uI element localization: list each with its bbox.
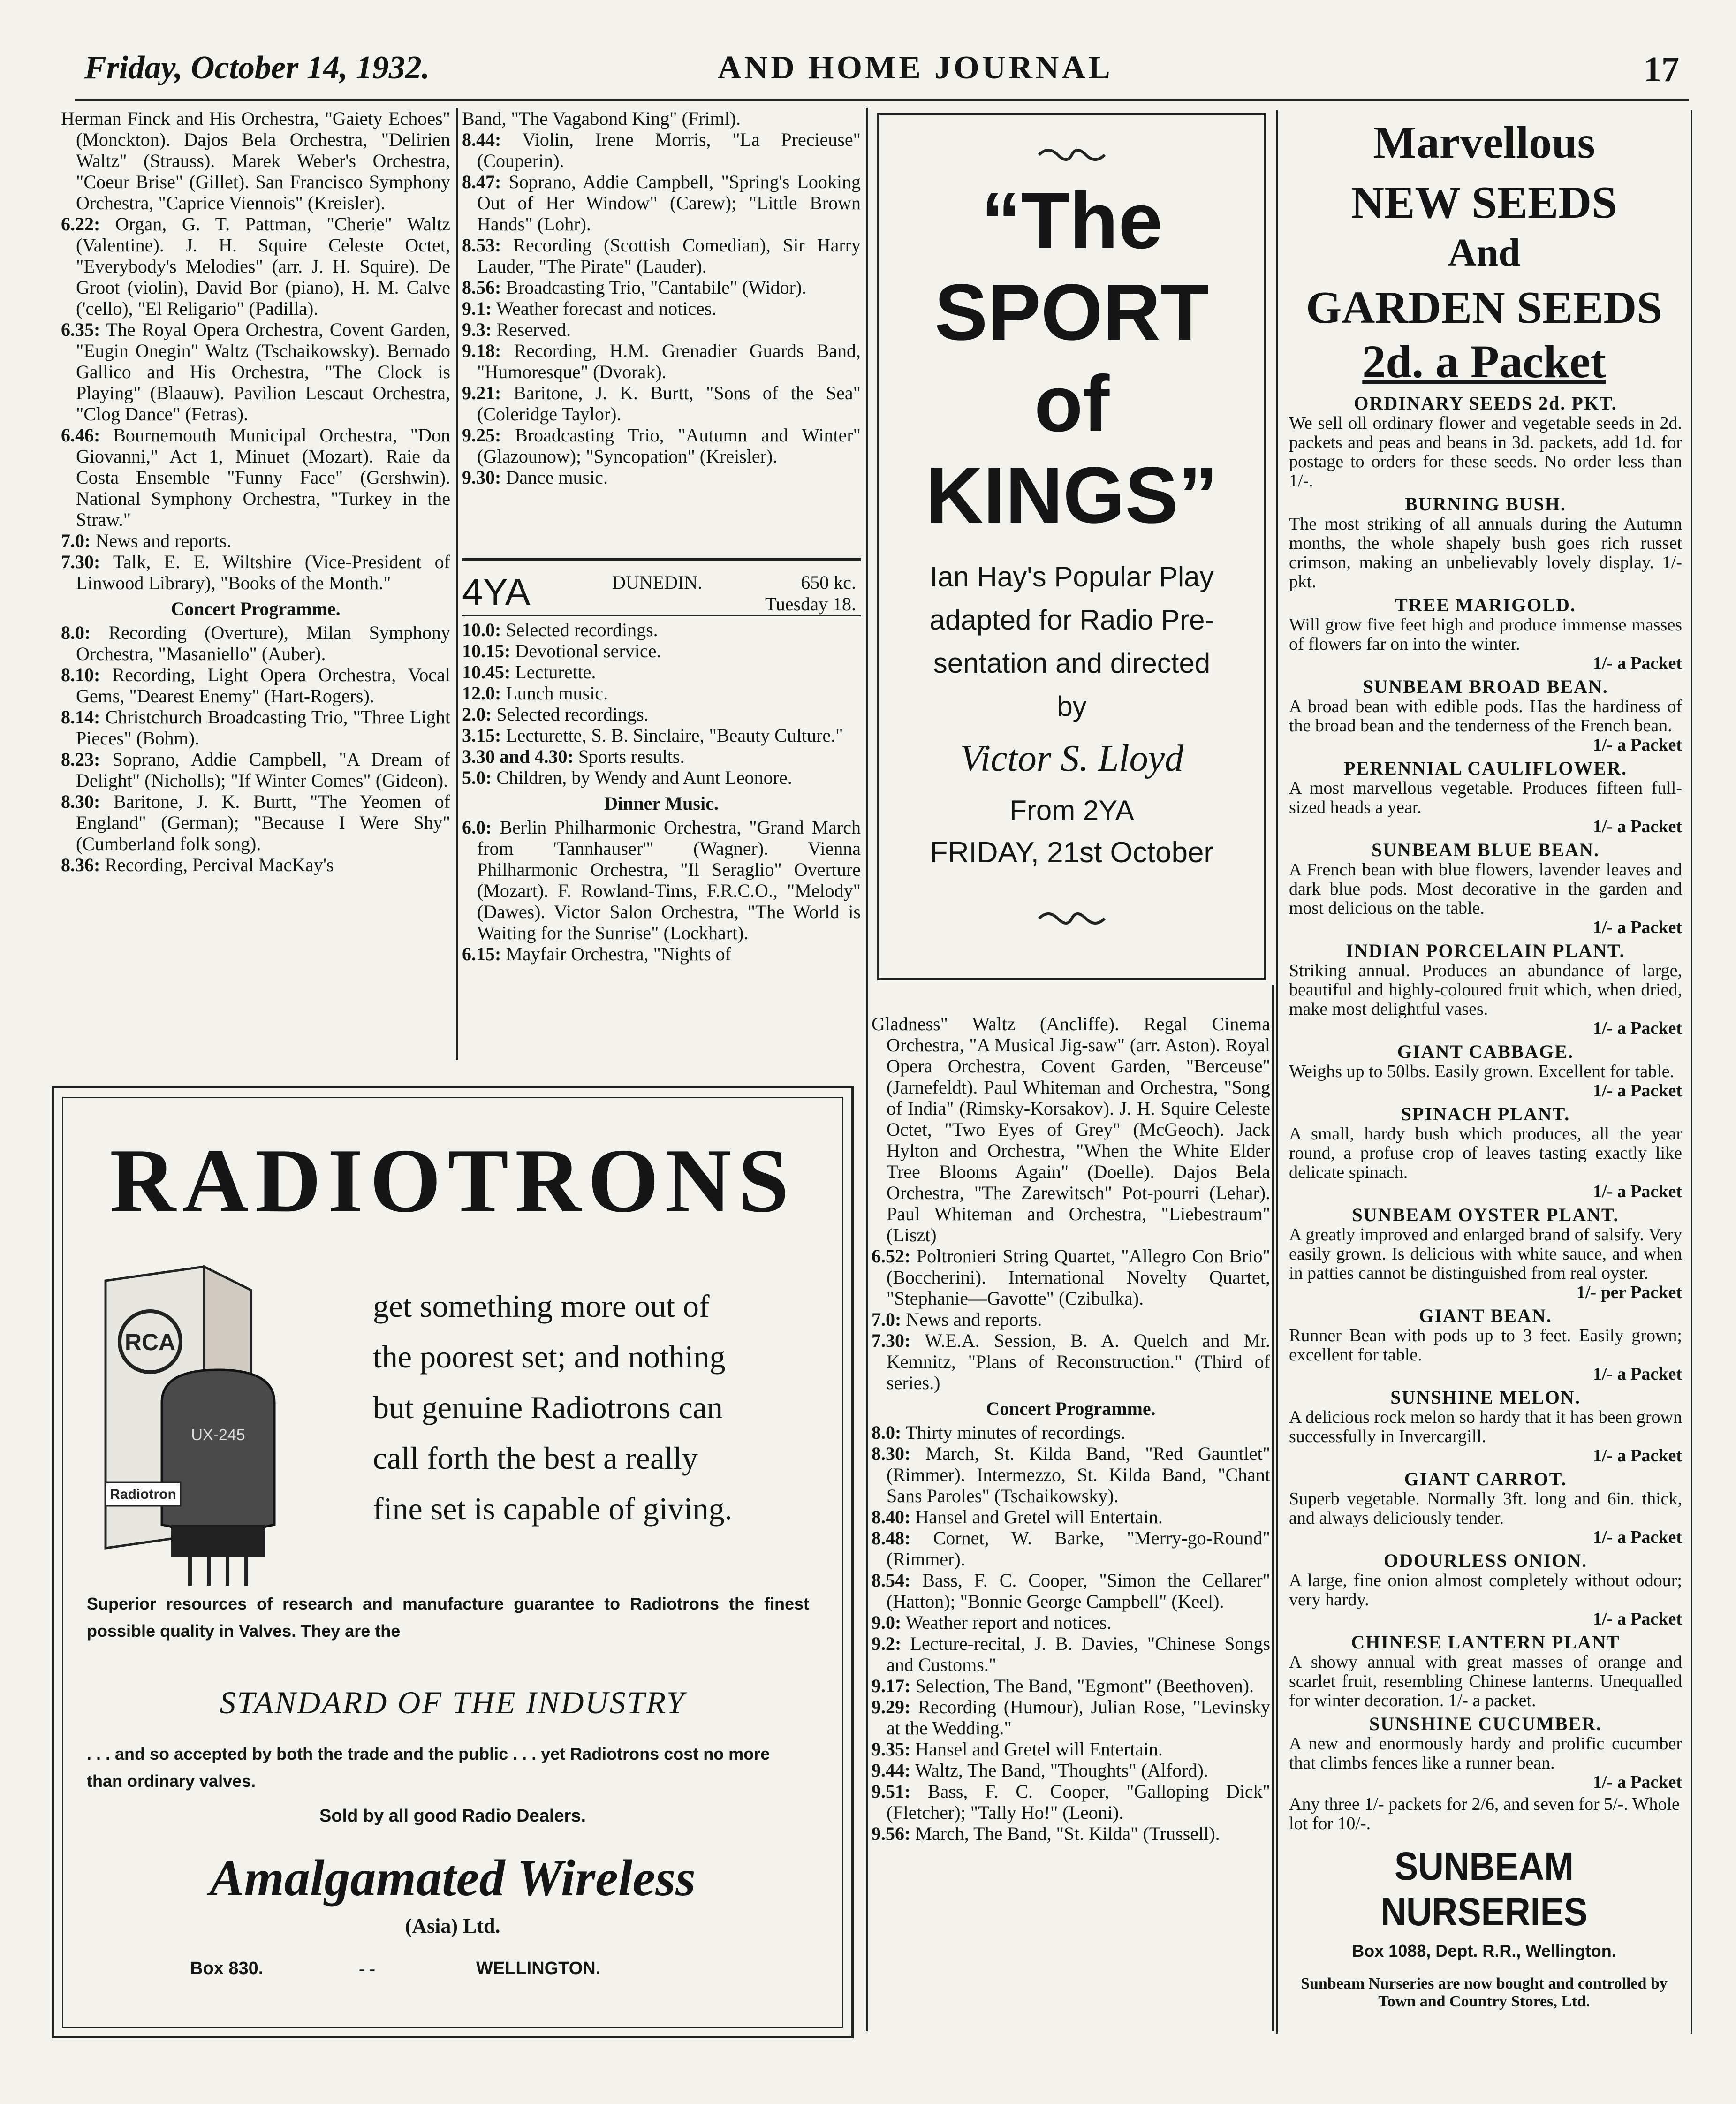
entry-time: 8.40: <box>872 1506 911 1527</box>
entry-time: 8.48: <box>872 1527 911 1549</box>
programme-entry <box>462 746 861 767</box>
programme-entry <box>462 235 861 277</box>
seed-item <box>1289 494 1682 592</box>
director-name: Victor S. Lloyd <box>960 738 1184 779</box>
entry-time: 12.0: <box>462 683 501 704</box>
entry-text: Bournemouth Municipal Orchestra, "Don Giovanni," Act 1, Minuet (Mozart). Raie da Costa Ensemble "Funny Face" (Gershwin). National Symphony Orchestra, "Turkey in the Straw." <box>76 425 451 530</box>
entry-text: Recording (Scottish Comedian), Sir Harry Lauder, "The Pirate" (Lauder). <box>477 235 861 277</box>
standard-slogan: STANDARD OF THE INDUSTRY <box>220 1685 686 1720</box>
entry-text: Lecturette. <box>515 661 596 683</box>
seed-name: SUNBEAM BLUE BEAN. <box>1371 839 1600 860</box>
issue-date: Friday, October 14, 1932. <box>84 50 430 86</box>
address-separator: - - <box>359 1959 375 1979</box>
programme-entry <box>61 319 450 425</box>
seed-item <box>1289 941 1682 1038</box>
seed-list <box>1278 394 1691 1792</box>
entry-time: 6.0: <box>462 817 492 838</box>
entry-text: Broadcasting Trio, "Cantabile" (Widor). <box>506 277 807 298</box>
seed-item <box>1289 595 1682 673</box>
col3-concert <box>872 1422 1270 1844</box>
tube-model: UX-245 <box>191 1426 245 1444</box>
entry-text: Devotional service. <box>515 640 661 661</box>
programme-entry <box>872 1309 1270 1330</box>
entry-time: 8.14: <box>61 706 100 728</box>
entry-time: 9.21: <box>462 382 501 403</box>
kings-line-4: by <box>1057 691 1087 722</box>
amalgamated-wireless-logo: Amalgamated Wireless <box>210 1849 696 1907</box>
seed-description: Runner Bean with pods up to 3 feet. Easily grown; excellent for table. <box>1289 1326 1682 1365</box>
sold-by-text: Sold by all good Radio Dealers. <box>319 1806 586 1826</box>
programme-entry <box>872 1675 1270 1696</box>
seed-description: Will grow five feet high and produce immense masses of flowers far on into the winter. <box>1289 615 1682 654</box>
entry-time: 3.30 and 4.30: <box>462 746 574 767</box>
radiotrons-ad <box>52 1086 854 2038</box>
dinner-heading: Dinner Music. <box>604 793 719 814</box>
entry-text: News and reports. <box>95 530 232 551</box>
seed-description: A greatly improved and enlarged brand of salsify. Very easily grown. Is delicious with white sauce, and when in patties cannot be distinguished from real oyster. <box>1289 1225 1682 1283</box>
programme-entry <box>462 619 861 640</box>
programme-entry <box>872 1823 1270 1844</box>
valve-tube-icon <box>96 1262 284 1590</box>
kings-station: From 2YA <box>1009 795 1134 826</box>
programme-entry <box>872 1527 1270 1570</box>
col3-items <box>872 1013 1270 1393</box>
seed-item <box>1289 677 1682 755</box>
programme-entry <box>462 704 861 725</box>
seed-item <box>1289 759 1682 836</box>
entry-text: Soprano, Addie Campbell, "Spring's Looking Out of Her Window" (Carew); "Little Brown Hands" (Lohr). <box>477 171 861 235</box>
seed-name: PERENNIAL CAULIFLOWER. <box>1343 758 1628 779</box>
programme-entry <box>462 108 861 129</box>
programme-entry <box>872 1633 1270 1675</box>
entry-text: Recording, H.M. Grenadier Guards Band, "Humoresque" (Dvorak). <box>477 340 861 382</box>
seed-description: We sell oll ordinary flower and vegetable seeds in 2d. packets and peas and beans in 3d. packets, add 1d. for postage to orders for these seeds. No order less than 1/-. <box>1289 413 1682 491</box>
col1-concert <box>61 622 450 875</box>
entry-text: Selected recordings. <box>506 619 658 640</box>
entry-text: Weather forecast and notices. <box>496 298 717 319</box>
entry-text: News and reports. <box>906 1309 1042 1330</box>
entry-text: Baritone, J. K. Burtt, "Sons of the Sea" (Coleridge Taylor). <box>477 382 861 425</box>
programme-entry <box>462 171 861 235</box>
entry-text: Sports results. <box>578 746 685 767</box>
tube-brand: RCA <box>124 1329 176 1355</box>
programme-entry <box>872 1013 1270 1246</box>
programme-entry <box>61 706 450 749</box>
station-city: DUNEDIN. <box>612 572 703 593</box>
entry-time: 6.15: <box>462 943 501 965</box>
entry-time: 6.46: <box>61 425 100 446</box>
col1-items <box>61 108 450 593</box>
entry-text: Cornet, W. Barke, "Merry-go-Round" (Rimmer). <box>887 1527 1270 1570</box>
seed-name: ODOURLESS ONION. <box>1383 1550 1588 1571</box>
entry-text: Violin, Irene Morris, "La Precieuse" (Couperin). <box>477 129 861 171</box>
col2-items2 <box>462 619 861 788</box>
box-number: Box 830. <box>190 1959 264 1978</box>
seed-item <box>1289 1104 1682 1201</box>
entry-text: Gladness" Waltz (Ancliffe). Regal Cinema Orchestra, "A Musical Jig-saw" (arr. Aston). Royal Opera Orchestra, Covent Garden, "Berceuse" (Jarnefeldt). Paul Whiteman and Orchestra, "Song of India" (Rimsky-Korsakov). J. H. Squire Celeste Octet, "Two Eyes of Grey" (McGeoch). Jack Hylton and Orchestra, "When the White Elder Tree Blooms Again" (Doelle). Dajos Bela Orchestra, "The Zarewitsch" Pot-pourri (Lehar). Paul Whiteman and Orchestra, "Liebestraum" (Liszt) <box>872 1013 1270 1246</box>
seeds-head-2: NEW SEEDS <box>1351 177 1617 228</box>
seed-price: 1/- a Packet <box>1593 1446 1682 1466</box>
entry-time: 5.0: <box>462 767 492 788</box>
seed-price: 1/- a Packet <box>1593 1182 1682 1201</box>
page-header <box>84 45 1679 101</box>
entry-time: 9.29: <box>872 1696 911 1717</box>
kings-title-1: “The <box>981 176 1163 266</box>
entry-text: Thirty minutes of recordings. <box>905 1422 1126 1443</box>
seed-name: BURNING BUSH. <box>1405 494 1566 515</box>
programme-entry <box>61 791 450 854</box>
seed-item <box>1289 840 1682 937</box>
station-code: 4YA <box>462 571 531 613</box>
entry-time: 9.44: <box>872 1760 911 1781</box>
seed-item <box>1289 1714 1682 1792</box>
programme-entry <box>462 817 861 943</box>
station-frequency: 650 kc. <box>801 572 856 593</box>
programme-entry <box>61 664 450 706</box>
entry-time: 9.17: <box>872 1675 911 1696</box>
programme-entry <box>872 1422 1270 1443</box>
programme-column-2 <box>462 108 861 488</box>
seed-description: Weighs up to 50lbs. Easily grown. Excellent for table. <box>1289 1062 1675 1081</box>
seed-name: SPINACH PLANT. <box>1401 1103 1570 1124</box>
entry-time: 8.56: <box>462 277 501 298</box>
programme-entry <box>462 767 861 788</box>
entry-text: Broadcasting Trio, "Autumn and Winter" (Glazounow); "Syncopation" (Kreisler). <box>477 425 861 467</box>
nursery-name: SUNBEAM NURSERIES <box>1380 1844 1588 1934</box>
entry-time: 9.25: <box>462 425 501 446</box>
entry-text: Reserved. <box>496 319 571 340</box>
entry-time: 7.30: <box>872 1330 911 1351</box>
entry-text: Bass, F. C. Cooper, "Galloping Dick" (Fletcher); "Tally Ho!" (Leoni). <box>887 1781 1271 1823</box>
seed-price: 1/- a Packet <box>1593 918 1682 937</box>
seed-description: A showy annual with great masses of orange and scarlet fruit, resembling Chinese lanterns. Unequalled for winter decoration. 1/- a packet. <box>1289 1652 1682 1710</box>
programme-entry <box>462 277 861 298</box>
kings-title-3: of <box>1034 359 1110 448</box>
entry-text: March, St. Kilda Band, "Red Gauntlet" (Rimmer). Intermezzo, St. Kilda Band, "Chant Sans Paroles" (Tschaikowsky). <box>887 1443 1270 1506</box>
entry-time: 8.47: <box>462 171 501 192</box>
seed-price: 1/- a Packet <box>1593 1018 1682 1038</box>
programme-entry <box>462 640 861 661</box>
header-rule <box>75 99 1689 101</box>
kings-line-1: Ian Hay's Popular Play <box>930 561 1214 592</box>
kings-title-4: KINGS” <box>925 451 1218 540</box>
programme-entry <box>61 213 450 319</box>
seed-name: SUNBEAM BROAD BEAN. <box>1363 676 1608 697</box>
entry-text: Talk, E. E. Wiltshire (Vice-President of Linwood Library), "Books of the Month." <box>76 551 450 593</box>
programme-column-1 <box>61 108 450 875</box>
entry-time: 8.44: <box>462 129 501 150</box>
entry-text: Christchurch Broadcasting Trio, "Three Light Pieces" (Bohm). <box>76 706 450 749</box>
tube-label: Radiotron <box>110 1487 176 1502</box>
entry-text: Selection, The Band, "Egmont" (Beethoven). <box>915 1675 1254 1696</box>
station-header-4ya <box>462 558 861 616</box>
col2-items <box>462 108 861 488</box>
programme-entry <box>462 340 861 382</box>
entry-time: 9.2: <box>872 1633 902 1654</box>
seed-price: 1/- a Packet <box>1593 1609 1682 1629</box>
ownership-note: Sunbeam Nurseries are now bought and controlled by Town and Country Stores, Ltd. <box>1301 1975 1668 2010</box>
entry-text: Recording, Percival MacKay's <box>105 854 334 875</box>
seeds-head-3: And <box>1448 231 1521 274</box>
entry-time: 6.35: <box>61 319 100 340</box>
programme-entry <box>61 854 450 875</box>
entry-time: 9.0: <box>872 1612 902 1633</box>
seed-price: 1/- a Packet <box>1593 735 1682 755</box>
nursery-address: Box 1088, Dept. R.R., Wellington. <box>1352 1941 1616 1960</box>
entry-time: 8.0: <box>61 622 91 643</box>
kings-title-2: SPORT <box>934 268 1209 357</box>
seeds-head-4: GARDEN SEEDS <box>1306 282 1662 333</box>
seed-name: TREE MARIGOLD. <box>1395 594 1576 615</box>
seed-price: 1/- a Packet <box>1593 1081 1682 1101</box>
accepted-text: . . . and so accepted by both the trade and the public . . . yet Radiotrons cost no more than ordinary valves. <box>87 1744 770 1791</box>
entry-time: 9.18: <box>462 340 501 361</box>
entry-time: 9.3: <box>462 319 492 340</box>
seed-name: ORDINARY SEEDS 2d. PKT. <box>1354 393 1617 414</box>
entry-text: Hansel and Gretel will Entertain. <box>915 1506 1163 1527</box>
programme-entry <box>872 1443 1270 1506</box>
entry-text: Lecturette, S. B. Sinclaire, "Beauty Culture." <box>506 725 843 746</box>
seeds-head-1: Marvellous <box>1373 117 1595 168</box>
seed-item <box>1289 1551 1682 1629</box>
seed-description: A new and enormously hardy and prolific cucumber that climbs fences like a runner bean. <box>1289 1734 1682 1773</box>
entry-time: 10.0: <box>462 619 501 640</box>
kings-line-2: adapted for Radio Pre- <box>929 604 1214 636</box>
seed-description: Superb vegetable. Normally 3ft. long and 6in. thick, and always deliciously tender. <box>1289 1489 1682 1528</box>
seeds-head-5: 2d. a Packet <box>1362 335 1606 387</box>
seed-description: A delicious rock melon so hardy that it has been grown successfully in Invercargill. <box>1289 1407 1682 1446</box>
programme-entry <box>872 1760 1270 1781</box>
seed-name: GIANT CABBAGE. <box>1397 1041 1574 1062</box>
seed-item <box>1289 1388 1682 1466</box>
seed-price: 1/- a Packet <box>1593 817 1682 836</box>
entry-text: Bass, F. C. Cooper, "Simon the Cellarer" (Hatton); "Bonnie George Campbell" (Keel). <box>887 1570 1271 1612</box>
seed-price: 1/- a Packet <box>1593 1527 1682 1547</box>
entry-text: Baritone, J. K. Burtt, "The Yeomen of England" (German); "Because I Were Shy" (Cumberland folk song). <box>76 791 451 854</box>
seed-name: SUNSHINE MELON. <box>1390 1387 1581 1408</box>
superior-text: Superior resources of research and manufacture guarantee to Radiotrons the finest possible quality in Valves. They are the <box>87 1594 809 1641</box>
programme-entry <box>462 425 861 467</box>
entry-text: Band, "The Vagabond King" (Friml). <box>462 108 741 129</box>
entry-text: Lecture-recital, J. B. Davies, "Chinese Songs and Customs." <box>887 1633 1271 1675</box>
programme-entry <box>462 943 861 965</box>
entry-text: Poltronieri String Quartet, "Allegro Con Brio" (Boccherini). International Novelty Quartet, "Stephanie—Gavotte" (Czibulka). <box>887 1246 1271 1309</box>
seed-description: Striking annual. Produces an abundance of large, beautiful and highly-coloured fruit which, when dried, make most delightful vases. <box>1289 961 1682 1019</box>
programme-entry <box>872 1330 1270 1393</box>
column-divider <box>1272 985 1274 2031</box>
entry-time: 2.0: <box>462 704 492 725</box>
ornament-icon <box>879 902 1264 934</box>
kings-date: FRIDAY, 21st October <box>930 836 1214 869</box>
seed-name: GIANT CARROT. <box>1404 1468 1567 1489</box>
entry-time: 10.15: <box>462 640 511 661</box>
seed-name: GIANT BEAN. <box>1419 1305 1552 1326</box>
entry-text: Berlin Philharmonic Orchestra, "Grand March from 'Tannhauser'" (Wagner). Vienna Philharmonic Orchestra, "Il Seraglio" Overture (Mozart). F. Rowland-Tims, F.R.C.O., "Melody" (Dawes). Victor Salon Orchestra, "The World is Waiting for the Sunrise" (Lockhart). <box>477 817 861 943</box>
programme-entry <box>462 661 861 683</box>
entry-text: March, The Band, "St. Kilda" (Trussell). <box>915 1823 1220 1844</box>
programme-entry <box>872 1612 1270 1633</box>
entry-time: 6.52: <box>872 1246 911 1267</box>
seed-item <box>1289 394 1682 491</box>
seed-description: A most marvellous vegetable. Produces fifteen full-sized heads a year. <box>1289 778 1682 817</box>
programme-entry <box>462 683 861 704</box>
ornament-icon <box>879 138 1264 171</box>
entry-text: Dance music. <box>506 467 608 488</box>
entry-text: Selected recordings. <box>496 704 649 725</box>
programme-entry <box>462 298 861 319</box>
seed-price: 1/- a Packet <box>1593 1772 1682 1792</box>
entry-text: Weather report and notices. <box>905 1612 1112 1633</box>
programme-entry <box>61 551 450 593</box>
programme-entry <box>872 1781 1270 1823</box>
entry-time: 9.56: <box>872 1823 911 1844</box>
entry-time: 9.1: <box>462 298 492 319</box>
programme-entry <box>872 1246 1270 1309</box>
seed-price: 1/- a Packet <box>1593 1364 1682 1384</box>
column-divider <box>866 108 868 2031</box>
seed-name: SUNSHINE CUCUMBER. <box>1369 1713 1602 1734</box>
radiotrons-copy: get something more out of the poorest set; and nothing but genuine Radiotrons can call forth the best a really fine set is capable of giving. <box>373 1288 733 1527</box>
entry-text: W.E.A. Session, B. A. Quelch and Mr. Kemnitz, "Plans of Reconstruction." (Third of series.) <box>887 1330 1271 1393</box>
radio-city: WELLINGTON. <box>476 1959 601 1978</box>
programme-entry <box>61 530 450 551</box>
seed-description: A French bean with blue flowers, lavender leaves and dark blue pods. Most decorative in the garden and most delicious on the table. <box>1289 860 1682 918</box>
seed-description: The most striking of all annuals during the Autumn months, the whole shapely bush goes rich russet crimson, making an unbelievably lovely display. 1/- pkt. <box>1289 514 1682 592</box>
programme-entry <box>61 108 450 213</box>
entry-text: Recording (Humour), Julian Rose, "Levinsky at the Wedding." <box>887 1696 1271 1739</box>
entry-time: 9.51: <box>872 1781 911 1802</box>
concert-heading-2: Concert Programme. <box>986 1398 1156 1419</box>
entry-text: The Royal Opera Orchestra, Covent Garden, "Eugin Onegin" Waltz (Tschaikowsky). Bernado Gallico and His Orchestra, "The Clock is Playing" (Blaauw). Pavilion Lescaut Orchestra, "Clog Dance" (Fetras). <box>76 319 450 425</box>
entry-time: 8.53: <box>462 235 501 256</box>
entry-time: 6.22: <box>61 213 100 235</box>
seed-item <box>1289 1633 1682 1710</box>
seed-price: 1/- per Packet <box>1576 1283 1682 1302</box>
entry-time: 9.30: <box>462 467 501 488</box>
programme-entry <box>462 467 861 488</box>
entry-time: 8.36: <box>61 854 100 875</box>
entry-time: 8.30: <box>872 1443 911 1464</box>
entry-time: 7.30: <box>61 551 100 572</box>
concert-heading: Concert Programme. <box>171 598 341 619</box>
col2-dinner <box>462 817 861 965</box>
station-day: Tuesday 18. <box>765 593 856 615</box>
column-divider <box>456 108 458 1060</box>
entry-text: Soprano, Addie Campbell, "A Dream of Delight" (Nicholls); "If Winter Comes" (Gideon). <box>76 749 450 791</box>
entry-text: Hansel and Gretel will Entertain. <box>915 1739 1163 1760</box>
entry-time: 8.10: <box>61 664 100 685</box>
programme-column-2b <box>462 619 861 965</box>
seed-name: CHINESE LANTERN PLANT <box>1351 1632 1620 1653</box>
entry-text: Organ, G. T. Pattman, "Cherie" Waltz (Valentine). J. H. Squire Celeste Octet, "Everybody's Melodies" (arr. J. H. Squire). De Groot (violin), David Bor (piano), H. M. Calve ('cello), "El Religario" (Padilla). <box>76 213 451 319</box>
seed-name: INDIAN PORCELAIN PLANT. <box>1346 940 1625 961</box>
programme-entry <box>462 129 861 171</box>
seed-description: A large, fine onion almost completely without odour; very hardy. <box>1289 1571 1682 1610</box>
journal-title: AND HOME JOURNAL <box>718 50 1113 86</box>
programme-entry <box>61 622 450 664</box>
bundle-offer: Any three 1/- packets for 2/6, and seven for 5/-. Whole lot for 10/-. <box>1289 1794 1680 1833</box>
seed-item <box>1289 1469 1682 1547</box>
entry-time: 8.30: <box>61 791 100 812</box>
entry-time: 8.54: <box>872 1570 911 1591</box>
programme-entry <box>462 725 861 746</box>
company-suffix: (Asia) Ltd. <box>405 1914 500 1937</box>
entry-text: Recording (Overture), Milan Symphony Orchestra, "Masaniello" (Auber). <box>76 622 450 664</box>
entry-time: 3.15: <box>462 725 501 746</box>
page-number: 17 <box>1644 50 1679 89</box>
seeds-ad <box>1276 110 1692 2034</box>
entry-text: Herman Finck and His Orchestra, "Gaiety Echoes" (Monckton). Dajos Bela Orchestra, "Delirien Waltz" (Strauss). Marek Weber's Orchestra, "Coeur Brise" (Gillet). San Francisco Symphony Orchestra, "Caprice Viennois" (Kreisler). <box>61 108 450 213</box>
entry-time: 7.0: <box>61 530 91 551</box>
programme-entry <box>61 749 450 791</box>
entry-time: 9.35: <box>872 1739 911 1760</box>
entry-time: 7.0: <box>872 1309 902 1330</box>
entry-text: Mayfair Orchestra, "Nights of <box>506 943 731 965</box>
entry-text: Waltz, The Band, "Thoughts" (Alford). <box>915 1760 1208 1781</box>
seed-item <box>1289 1205 1682 1302</box>
seed-name: SUNBEAM OYSTER PLANT. <box>1352 1204 1619 1225</box>
entry-text: Lunch music. <box>506 683 608 704</box>
programme-entry <box>462 319 861 340</box>
programme-entry <box>872 1696 1270 1739</box>
programme-entry <box>872 1506 1270 1527</box>
seed-description: A broad bean with edible pods. Has the hardiness of the broad bean and the tenderness of the French bean. <box>1289 697 1682 736</box>
sport-of-kings-ad <box>877 113 1266 980</box>
seed-item <box>1289 1042 1682 1101</box>
programme-entry <box>462 382 861 425</box>
entry-text: Recording, Light Opera Orchestra, Vocal Gems, "Dearest Enemy" (Hart-Rogers). <box>76 664 451 706</box>
radiotrons-title: RADIOTRONS <box>110 1130 796 1231</box>
entry-time: 10.45: <box>462 661 511 683</box>
seed-description: A small, hardy bush which produces, all the year round, a profuse crop of leaves tasting exactly like delicate spinach. <box>1289 1124 1682 1182</box>
programme-column-3 <box>872 1013 1270 1844</box>
seed-item <box>1289 1306 1682 1384</box>
entry-time: 8.0: <box>872 1422 902 1443</box>
entry-time: 8.23: <box>61 749 100 770</box>
kings-line-3: sentation and directed <box>933 647 1211 679</box>
programme-entry <box>61 425 450 530</box>
programme-entry <box>872 1570 1270 1612</box>
programme-entry <box>872 1739 1270 1760</box>
seed-price: 1/- a Packet <box>1593 653 1682 673</box>
entry-text: Children, by Wendy and Aunt Leonore. <box>496 767 792 788</box>
